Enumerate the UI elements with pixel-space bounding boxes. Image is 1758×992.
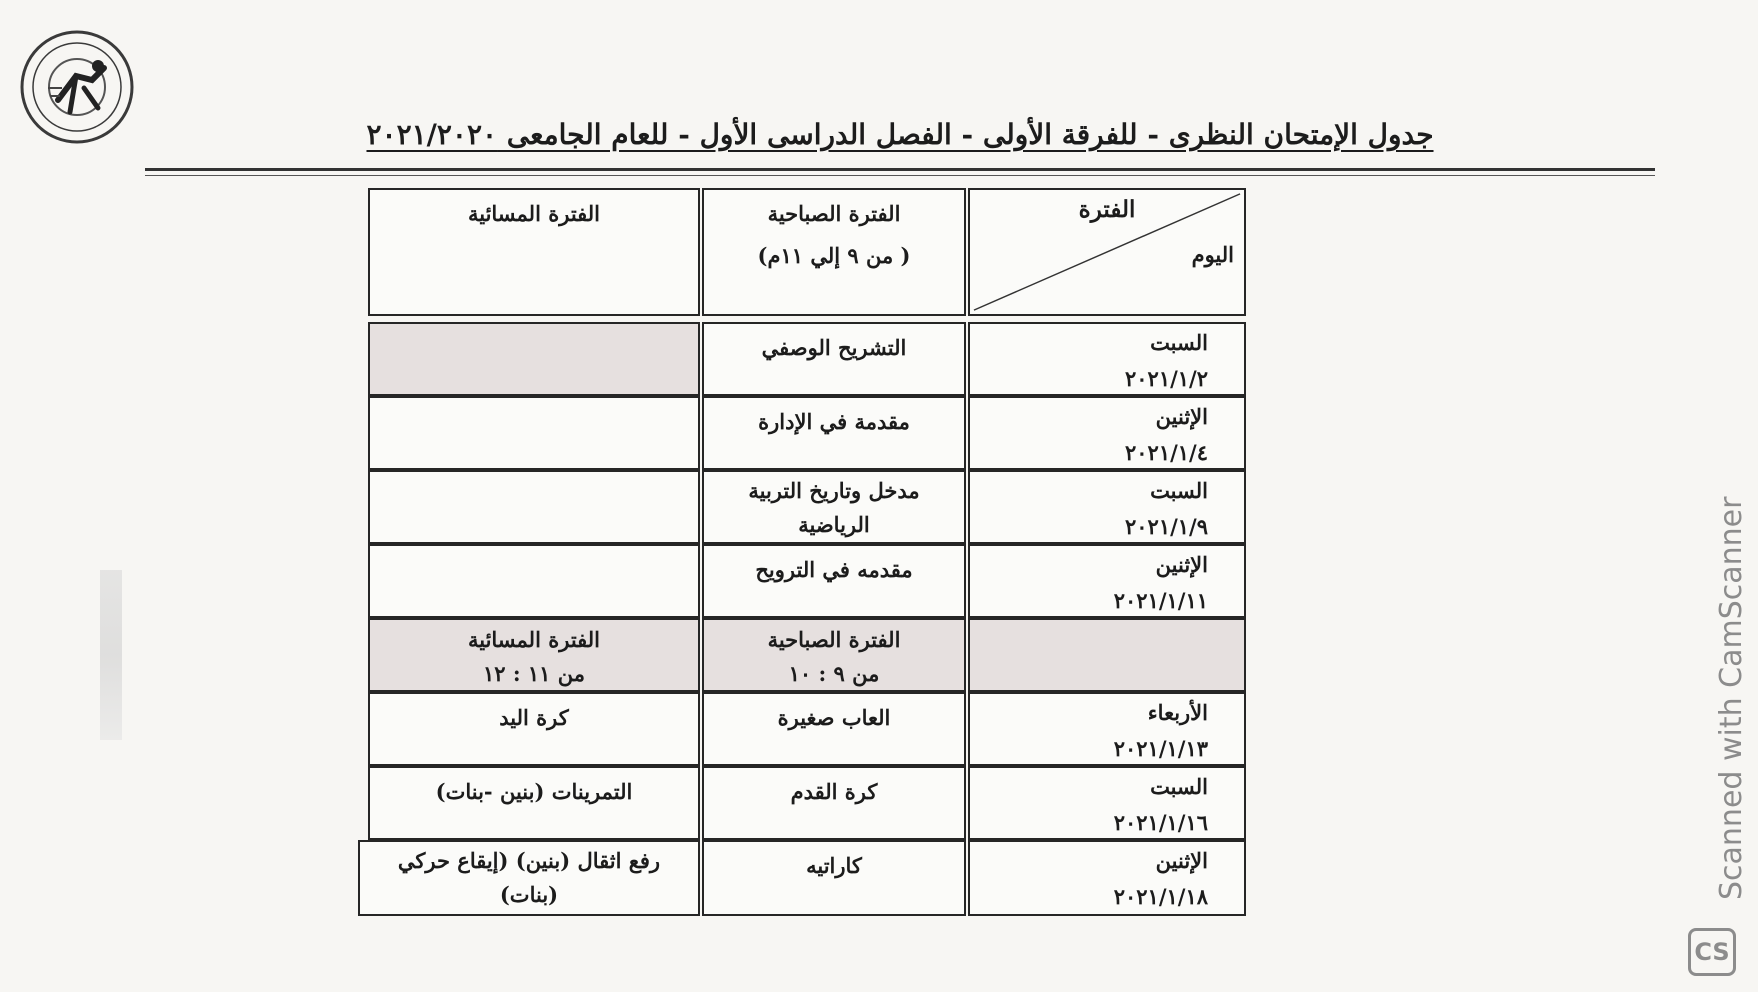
header-day-period-cell — [968, 188, 1246, 316]
morning-cell: التشريح الوصفي — [702, 322, 966, 396]
subheader-day-cell — [968, 618, 1246, 692]
header-evening-cell — [368, 188, 700, 316]
day-cell: الأربعاء ٢٠٢١/١/١٣ — [968, 692, 1246, 766]
evening-cell: كرة اليد — [368, 692, 700, 766]
morning-cell: كرة القدم — [702, 766, 966, 840]
evening-cell — [368, 322, 700, 396]
morning-cell: مدخل وتاريخ التربية الرياضية — [702, 470, 966, 544]
scan-smudge — [100, 570, 122, 740]
header-morning-time: ( من ٩ إلي ١١م) — [757, 243, 911, 268]
subheader-morning-cell: الفترة الصباحية من ٩ : ١٠ — [702, 618, 966, 692]
header-day-label: اليوم — [1191, 242, 1234, 267]
scanner-watermark: Scanned with CamScanner — [1714, 496, 1749, 900]
evening-cell — [368, 396, 700, 470]
header-evening-label: الفترة المسائية — [467, 201, 601, 226]
header-period-label: الفترة — [1078, 196, 1136, 223]
camscanner-icon: CS — [1688, 928, 1736, 976]
title-rule — [145, 168, 1655, 171]
morning-cell: مقدمه في الترويح — [702, 544, 966, 618]
day-cell: السبت ٢٠٢١/١/١٦ — [968, 766, 1246, 840]
page-title: جدول الإمتحان النظرى - للفرقة الأولى - الفصل الدراسى الأول - للعام الجامعى ٢٠٢١/٢٠٢٠ — [366, 118, 1434, 151]
day-cell: السبت ٢٠٢١/١/٩ — [968, 470, 1246, 544]
header-morning-label: الفترة الصباحية — [767, 201, 901, 226]
evening-cell: رفع اثقال (بنين) (إيقاع حركي (بنات) — [358, 840, 700, 916]
morning-cell: مقدمة في الإدارة — [702, 396, 966, 470]
faculty-logo-icon — [18, 28, 136, 146]
evening-cell — [368, 470, 700, 544]
day-cell: الإثنين ٢٠٢١/١/١٨ — [968, 840, 1246, 916]
morning-cell: العاب صغيرة — [702, 692, 966, 766]
morning-cell: كاراتيه — [702, 840, 966, 916]
header-morning-cell — [702, 188, 966, 316]
evening-cell: التمرينات (بنين -بنات) — [368, 766, 700, 840]
evening-cell — [368, 544, 700, 618]
title-rule-thin — [145, 175, 1655, 176]
day-cell: الإثنين ٢٠٢١/١/٤ — [968, 396, 1246, 470]
day-cell: السبت ٢٠٢١/١/٢ — [968, 322, 1246, 396]
day-cell: الإثنين ٢٠٢١/١/١١ — [968, 544, 1246, 618]
subheader-evening-cell: الفترة المسائية من ١١ : ١٢ — [368, 618, 700, 692]
